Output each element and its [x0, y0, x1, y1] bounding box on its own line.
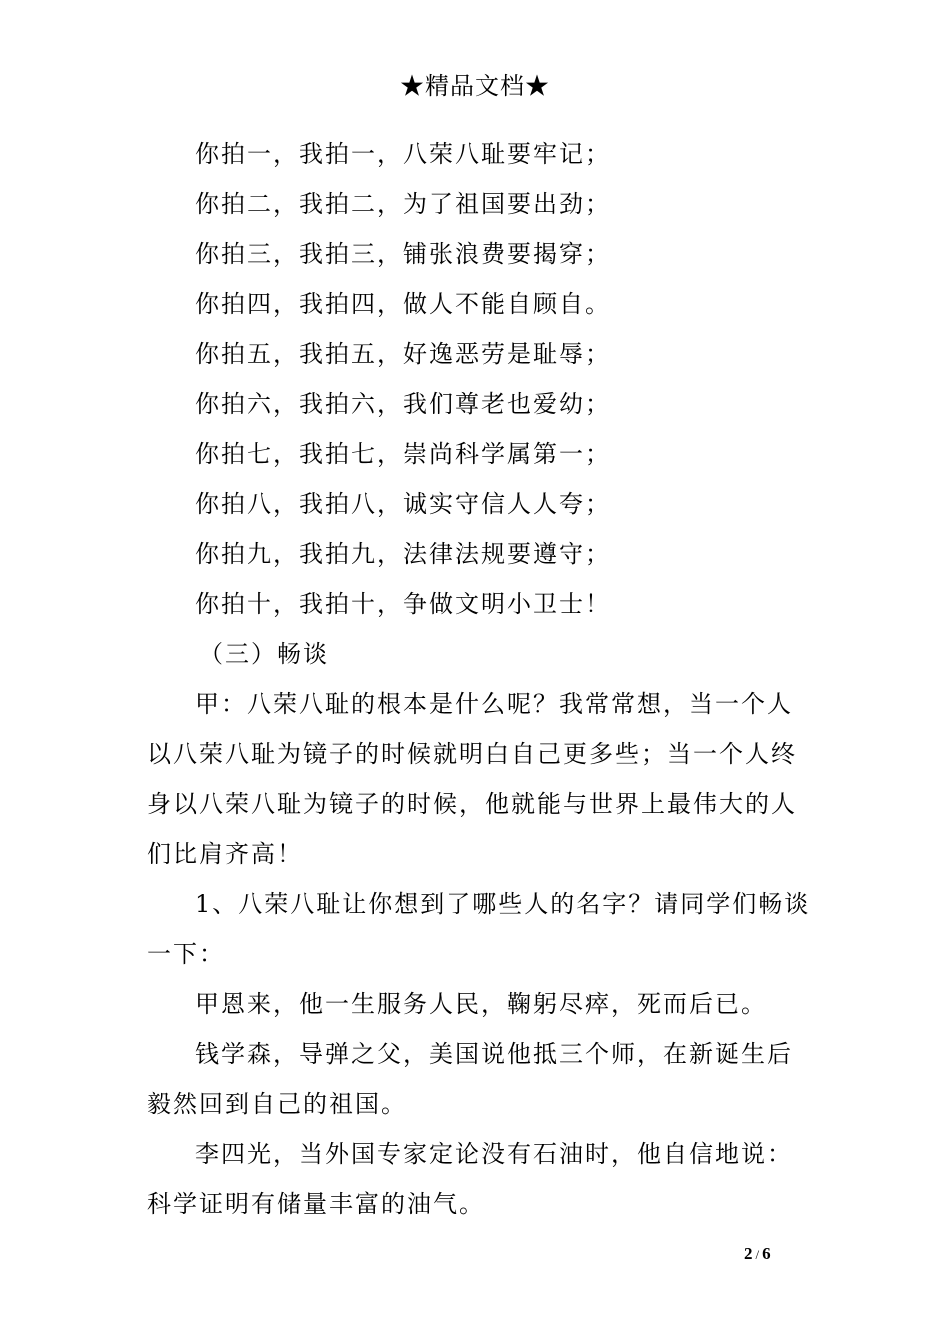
question-line-1: 1、八荣八耻让你想到了哪些人的名字？请同学们畅谈 — [195, 890, 811, 918]
chant-line-10: 你拍十，我拍十，争做文明小卫士！ — [195, 590, 611, 618]
question-line-2: 一下： — [147, 940, 225, 968]
chant-line-5: 你拍五，我拍五，好逸恶劳是耻辱； — [195, 340, 611, 368]
paragraph-qian-line-1: 钱学森，导弹之父，美国说他抵三个师，在新诞生后 — [195, 1040, 793, 1068]
chant-line-2: 你拍二，我拍二，为了祖国要出劲； — [195, 190, 611, 218]
paragraph-li-line-1: 李四光，当外国专家定论没有石油时，他自信地说： — [195, 1140, 793, 1168]
paragraph-qian-line-2: 毅然回到自己的祖国。 — [147, 1090, 407, 1118]
chant-line-4: 你拍四，我拍四，做人不能自顾自。 — [195, 290, 611, 318]
paragraph-li-line-2: 科学证明有储量丰富的油气。 — [147, 1190, 485, 1218]
chant-line-8: 你拍八，我拍八，诚实守信人人夸； — [195, 490, 611, 518]
page-header-title: ★精品文档★ — [400, 72, 550, 100]
current-page-number: 2 — [744, 1244, 753, 1263]
chant-line-9: 你拍九，我拍九，法律法规要遵守； — [195, 540, 611, 568]
paragraph-jia-line-4: 们比肩齐高！ — [147, 840, 303, 868]
paragraph-jia-line-2: 以八荣八耻为镜子的时候就明白自己更多些；当一个人终 — [147, 740, 797, 768]
paragraph-jia-line-3: 身以八荣八耻为镜子的时候，他就能与世界上最伟大的人 — [147, 790, 797, 818]
total-pages-number: 6 — [762, 1244, 771, 1263]
chant-line-7: 你拍七，我拍七，崇尚科学属第一； — [195, 440, 611, 468]
section-heading: （三）畅谈 — [199, 640, 329, 668]
paragraph-zhou: 甲恩来，他一生服务人民，鞠躬尽瘁，死而后已。 — [195, 990, 767, 1018]
page-number — [744, 1243, 771, 1266]
chant-line-3: 你拍三，我拍三，铺张浪费要揭穿； — [195, 240, 611, 268]
document-body — [147, 129, 811, 1229]
page-separator: / — [755, 1247, 760, 1262]
chant-line-1: 你拍一，我拍一，八荣八耻要牢记； — [195, 140, 611, 168]
paragraph-jia-line-1: 甲：八荣八耻的根本是什么呢？我常常想，当一个人 — [195, 690, 793, 718]
chant-line-6: 你拍六，我拍六，我们尊老也爱幼； — [195, 390, 611, 418]
